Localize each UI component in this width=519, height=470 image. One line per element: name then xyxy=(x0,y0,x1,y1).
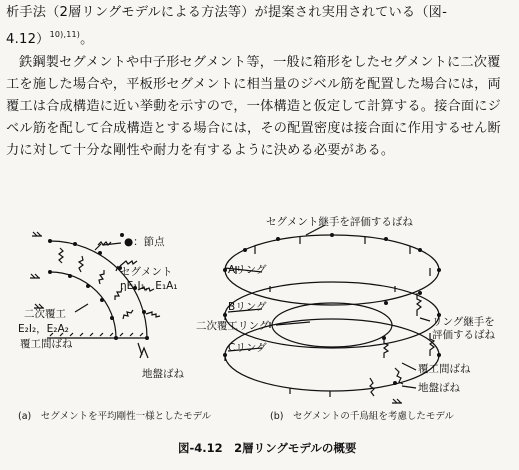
secondary-lining-label: 二次覆工 xyxy=(24,308,66,320)
paragraph-1-line-2 xyxy=(6,24,512,51)
paragraph-2: 鉄鋼製セグメントや中子形セグメント等，一般に箱形をしたセグメントに二次覆工を施した場合や，平板形セグメントに相当量のジベル筋を配置した場合には，両覆工は合成構造に近い挙動を示すので，一体構造と仮定して計算する。接合面にジベル筋を配して合成構造とする場合には，その配置密度は接合面に作用するせん断力に対して十分な剛性や耐力を有するように決める必要がある。 xyxy=(6,55,502,158)
lining-ring-label: 二次覆工リング xyxy=(196,320,270,332)
ring-b-label: Bリング xyxy=(228,301,267,313)
subcaption-b: (b) セグメントの千鳥組を考慮したモデル xyxy=(270,411,454,422)
figure-4-12 xyxy=(0,208,519,470)
subcaption-a: (a) セグメントを平均剛性一様としたモデル xyxy=(18,411,212,422)
secondary-lining-properties: E₂I₂，E₂A₂ xyxy=(18,323,69,335)
lining-ring-ellipse xyxy=(272,303,392,347)
reference-superscript: 10),11) xyxy=(49,30,81,39)
paragraph-1 xyxy=(6,2,512,51)
ground-spring-label-b: 地盤ばね xyxy=(418,382,460,394)
segment-label: セグメント xyxy=(120,266,173,278)
segment-properties: ηE₁I₁，E₁A₁ xyxy=(120,280,178,292)
ring-joint-spring-label-1: リング継手を xyxy=(432,316,495,328)
ring-a-label: Aリング xyxy=(228,264,267,276)
figure-caption: 図-4.12 2層リングモデルの概要 xyxy=(178,441,357,455)
ring-b-ellipse xyxy=(225,282,439,348)
segment-joint-spring-label: セグメント継手を評価するばね xyxy=(266,216,413,228)
ground-spring-label-a: 地盤ばね xyxy=(142,368,184,380)
interlayer-spring-label-a: 覆工間ばね xyxy=(20,338,73,350)
sentence-end: 。 xyxy=(80,32,94,47)
interlayer-spring-label-b: 覆工間ばね xyxy=(418,363,471,375)
node-legend: ●：節点 xyxy=(124,236,165,248)
ring-c-label: Cリング xyxy=(228,342,267,354)
paragraph-1-line-1: 析手法（2層リングモデルによる方法等）が提案され実用されている（図- xyxy=(6,5,448,20)
ring-joint-spring-label-2: 評価するばね xyxy=(432,329,495,341)
figure-ref: 4.12） xyxy=(6,32,50,47)
